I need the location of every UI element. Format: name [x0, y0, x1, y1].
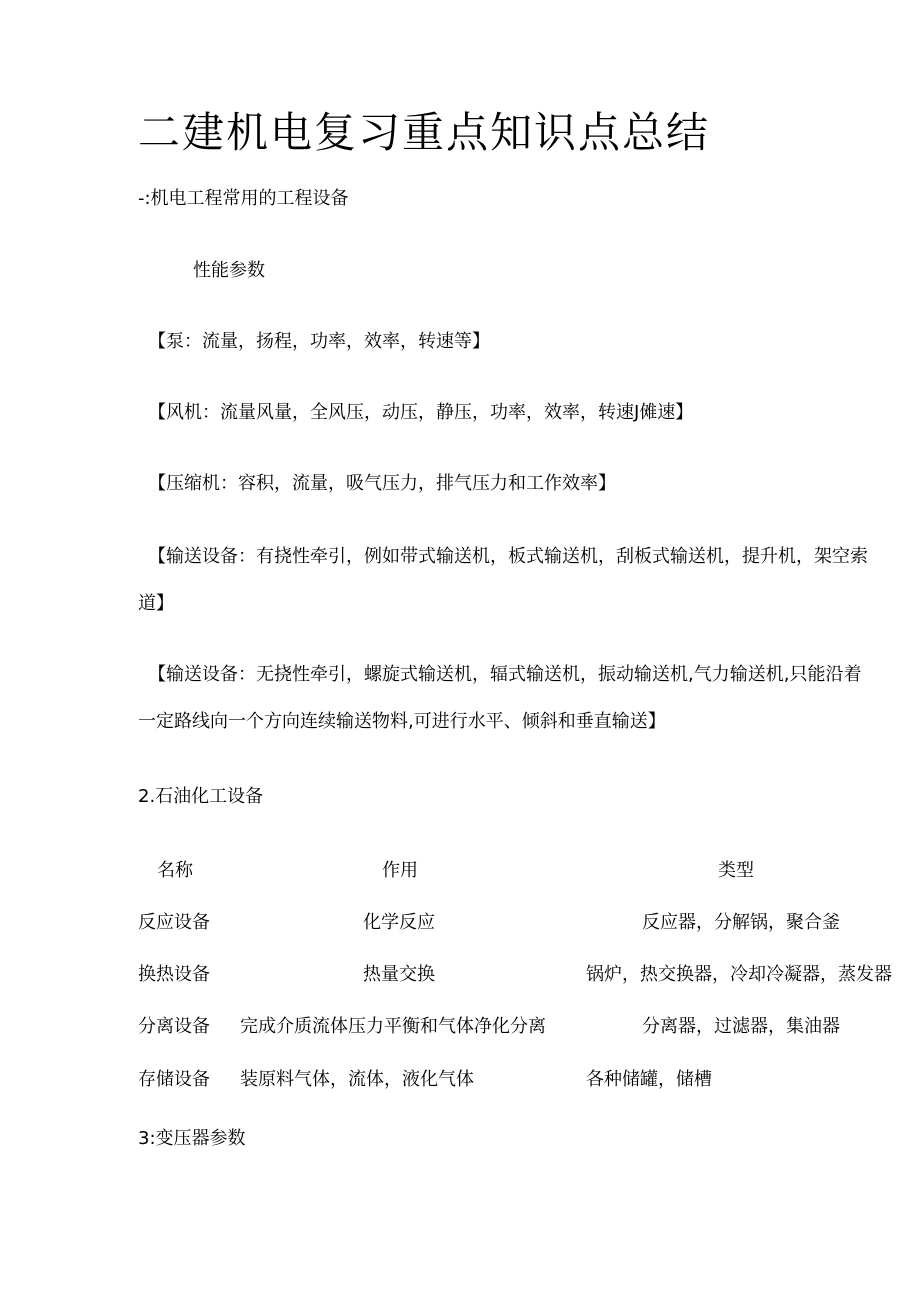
param-item-conveyor-rigid-line1: 【输送设备：无挠性牵引，螺旋式输送机，辐式输送机，振动输送机,气力输送机,只能沿着	[148, 664, 862, 685]
page-title: 二建机电复习重点知识点总结	[138, 108, 711, 157]
table-header-function: 作用	[382, 860, 418, 881]
section-3-heading: 3:变压器参数	[138, 1128, 246, 1149]
table-row-2-type: 锅炉，热交换器，冷却冷凝器，蒸发器	[586, 964, 892, 985]
table-header-type: 类型	[718, 860, 754, 881]
section-2-heading: 2.石油化工设备	[138, 786, 264, 807]
param-item-compressor: 【压缩机：容积，流量，吸气压力，排气压力和工作效率】	[148, 473, 616, 494]
table-row-3-name: 分离设备	[138, 1016, 210, 1037]
param-item-conveyor-flexible-line2: 道】	[138, 593, 174, 614]
table-header-name: 名称	[157, 860, 193, 881]
section-1-subheading: 性能参数	[193, 260, 265, 281]
param-item-fan: 【风机：流量风量，全风压，动压，静压，功率，效率，转速J傩速】	[148, 402, 694, 423]
table-row-2-function: 热量交换	[363, 964, 435, 985]
table-row-3-function: 完成介质流体压力平衡和气体净化分离	[240, 1016, 546, 1037]
table-row-1-function: 化学反应	[363, 912, 435, 933]
table-row-4-function: 装原料气体，流体，液化气体	[240, 1069, 474, 1090]
table-row-1-type: 反应器，分解锅，聚合釜	[642, 912, 840, 933]
param-item-conveyor-rigid-line2: 一定路线向一个方向连续输送物料,可进行水平、倾斜和垂直输送】	[138, 711, 666, 732]
table-row-2-name: 换热设备	[138, 964, 210, 985]
param-item-pump: 【泵：流量，扬程，功率，效率，转速等】	[148, 331, 490, 352]
table-row-4-type: 各种储罐，储槽	[586, 1069, 712, 1090]
table-row-3-type: 分离器，过滤器，集油器	[642, 1016, 840, 1037]
section-1-heading: -:机电工程常用的工程设备	[138, 188, 349, 209]
table-row-4-name: 存储设备	[138, 1069, 210, 1090]
table-row-1-name: 反应设备	[138, 912, 210, 933]
param-item-conveyor-flexible-line1: 【输送设备：有挠性牵引，例如带式输送机，板式输送机，刮板式输送机，提升机，架空索	[148, 546, 868, 567]
